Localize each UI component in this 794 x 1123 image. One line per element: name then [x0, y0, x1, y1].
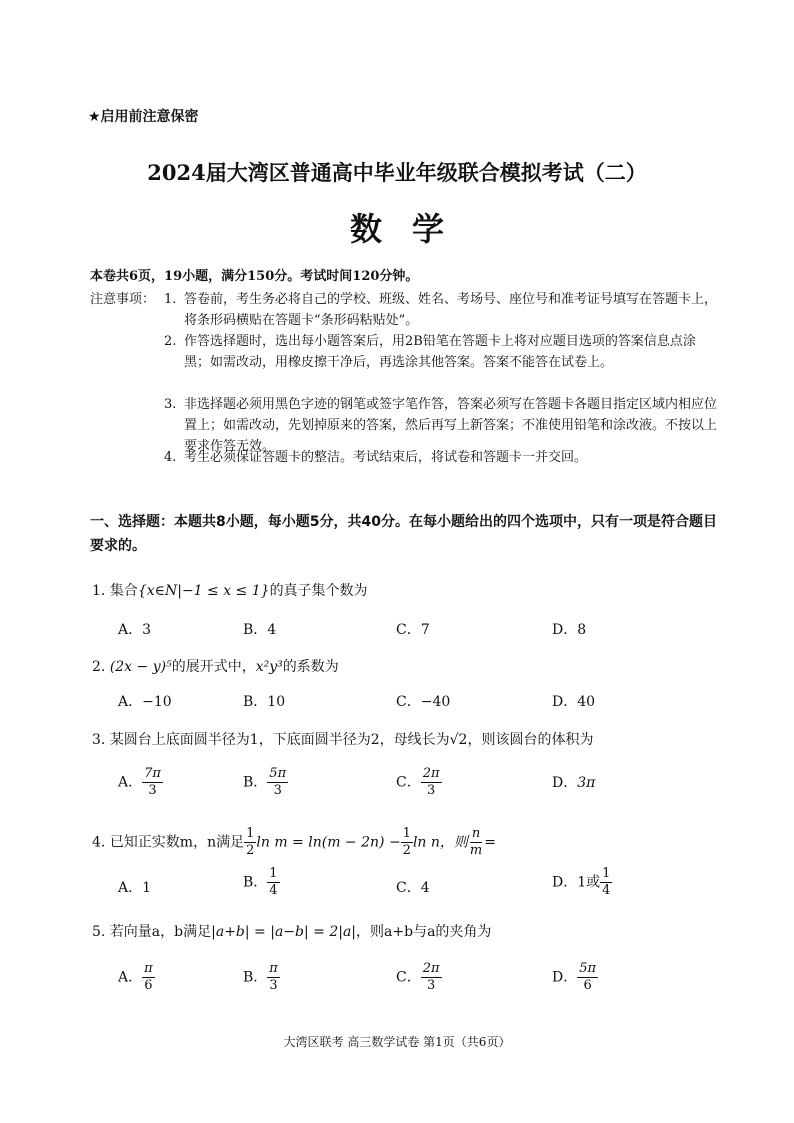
option-value: 1或 — [577, 874, 601, 891]
option-value: 3π — [577, 775, 596, 791]
math-expression: |a+b| = |a−b| = 2|a| — [211, 924, 357, 940]
notice-item — [164, 447, 719, 468]
question-text: ，则a+b与a的夹角为 — [356, 924, 492, 940]
fraction — [142, 766, 163, 799]
notice-number: 1. — [164, 292, 177, 307]
confidential-label: ★启用前注意保密 — [88, 109, 199, 125]
option-b — [243, 766, 288, 799]
option-b: B．10 — [243, 694, 286, 710]
math-expression: {x∈N|−1 ≤ x ≤ 1} — [137, 583, 270, 599]
question-text: 的展开式中， — [171, 659, 256, 675]
numerator: 2π — [422, 961, 440, 976]
notice-text: 作答选择题时，选出每小题答案后，用2B铅笔在答题卡上将对应题目选项的答案信息点涂黑；如需改动，用橡皮擦干净后，再选涂其他答案。答案不能答在试卷上。 — [184, 334, 696, 370]
option-label: B． — [243, 969, 268, 986]
fraction — [267, 866, 279, 899]
denominator: 4 — [269, 883, 278, 898]
option-c — [396, 766, 442, 799]
option-value: 1 — [142, 880, 152, 896]
fraction — [577, 961, 598, 994]
denominator: 6 — [583, 978, 592, 993]
option-b — [243, 866, 280, 899]
math-expression: ln m = ln(m − 2n) − — [256, 834, 401, 851]
denominator: 2 — [402, 843, 411, 858]
notice-number: 4. — [164, 450, 177, 465]
numerator: 5π — [269, 766, 287, 781]
math-expression: (2x − y)⁵ — [109, 659, 172, 675]
denominator: m — [469, 843, 483, 858]
option-label: D． — [552, 874, 578, 891]
fraction — [267, 961, 280, 994]
notice-number: 3. — [164, 397, 177, 412]
notice-item — [164, 289, 719, 331]
option-value: 4 — [420, 880, 430, 896]
subject-title: 数学 — [349, 210, 474, 248]
notice-text: 答卷前，考生务必将自己的学校、班级、姓名、考场号、座位号和准考证号填写在答题卡上，将条形码横贴在答题卡“条形码粘贴处”。 — [184, 292, 718, 328]
numerator: π — [269, 961, 278, 976]
option-b: B．4 — [243, 622, 277, 638]
numerator: 2π — [422, 766, 440, 781]
option-c — [396, 961, 442, 994]
option-label: A． — [118, 880, 143, 896]
fraction — [468, 826, 484, 859]
option-label: D． — [552, 775, 578, 791]
option-a: A．−10 — [118, 694, 172, 710]
option-d — [552, 961, 598, 994]
numerator: 1 — [246, 826, 255, 841]
question-text: 集合 — [109, 583, 138, 599]
denominator: 4 — [602, 883, 611, 898]
fraction — [244, 826, 256, 859]
fraction — [421, 961, 442, 994]
numerator: 1 — [269, 866, 278, 881]
question-3 — [92, 729, 593, 749]
denominator: 3 — [273, 783, 282, 798]
numerator: n — [471, 826, 481, 841]
numerator: 1 — [602, 866, 611, 881]
exam-info: 本卷共6页，19小题，满分150分。考试时间120分钟。 — [90, 269, 419, 284]
question-text: 某圆台上底面圆半径为1，下底面圆半径为2，母线长为√2，则该圆台的体积为 — [109, 732, 594, 748]
option-label: C． — [396, 880, 421, 896]
fraction — [401, 826, 413, 859]
option-label: D． — [552, 969, 578, 986]
option-c: C．7 — [396, 622, 430, 638]
option-a — [118, 877, 151, 897]
question-text: 的真子集个数为 — [269, 583, 368, 599]
question-4 — [92, 826, 496, 859]
question-number: 3. — [92, 732, 106, 748]
numerator: 7π — [144, 766, 161, 781]
question-number: 2. — [92, 659, 106, 675]
denominator: 3 — [269, 978, 278, 993]
fraction — [421, 766, 442, 799]
question-number: 5. — [92, 924, 106, 940]
option-d — [552, 866, 612, 899]
numerator: π — [144, 961, 153, 976]
section-heading: 一、选择题：本题共8小题，每小题5分，共40分。在每小题给出的四个选项中，只有一项是符合题目要求的。 — [90, 514, 717, 554]
option-label: B． — [243, 874, 268, 891]
denominator: 3 — [426, 978, 436, 993]
math-expression: x²y³ — [255, 659, 283, 675]
option-label: C． — [396, 774, 421, 791]
question-5 — [92, 921, 491, 941]
question-text: 已知正实数m，n满足 — [109, 834, 245, 851]
option-d: D．40 — [552, 694, 596, 710]
option-a — [118, 961, 155, 994]
option-b — [243, 961, 280, 994]
option-d — [552, 772, 595, 792]
option-c: C．−40 — [396, 694, 451, 710]
question-number: 1. — [92, 583, 106, 599]
notice-text: 非选择题必须用黑色字迹的钢笔或签字笔作答，答案必须写在答题卡各题目指定区域内相应位置上；如需改动，先划掉原来的答案，然后再写上新答案；不准使用铅笔和涂改液。不按以上要求作答无效。 — [184, 397, 718, 454]
equals-sign: = — [484, 834, 496, 851]
notice-text: 考生必须保证答题卡的整洁。考试结束后，将试卷和答题卡一并交回。 — [184, 450, 588, 465]
question-text: 若向量a，b满足 — [109, 924, 212, 940]
question-2 — [92, 656, 339, 676]
notice-item — [164, 331, 719, 373]
math-expression: ln n，则 — [412, 834, 468, 851]
exam-title: 2024届大湾区普通高中毕业年级联合模拟考试（二） — [147, 160, 647, 185]
option-label: A． — [118, 774, 143, 791]
denominator: 3 — [148, 783, 157, 798]
option-label: C． — [396, 969, 421, 986]
question-number: 4. — [92, 834, 106, 851]
option-label: B． — [243, 774, 268, 791]
denominator: 3 — [426, 783, 436, 798]
page-footer: 大湾区联考 高三数学试卷 第1页（共6页） — [283, 1035, 511, 1049]
numerator: 5π — [579, 961, 597, 976]
denominator: 2 — [246, 843, 255, 858]
option-a: A．3 — [118, 622, 152, 638]
question-1 — [92, 580, 368, 600]
fraction — [600, 866, 612, 899]
fraction — [267, 766, 288, 799]
fraction — [142, 961, 155, 994]
option-d: D．8 — [552, 622, 587, 638]
denominator: 6 — [144, 978, 153, 993]
question-text: 的系数为 — [282, 659, 339, 675]
option-a — [118, 766, 163, 799]
numerator: 1 — [402, 826, 411, 841]
option-label: A． — [118, 969, 143, 986]
option-c — [396, 877, 430, 897]
notice-number: 2. — [164, 334, 177, 349]
notices-label: 注意事项： — [90, 292, 156, 307]
